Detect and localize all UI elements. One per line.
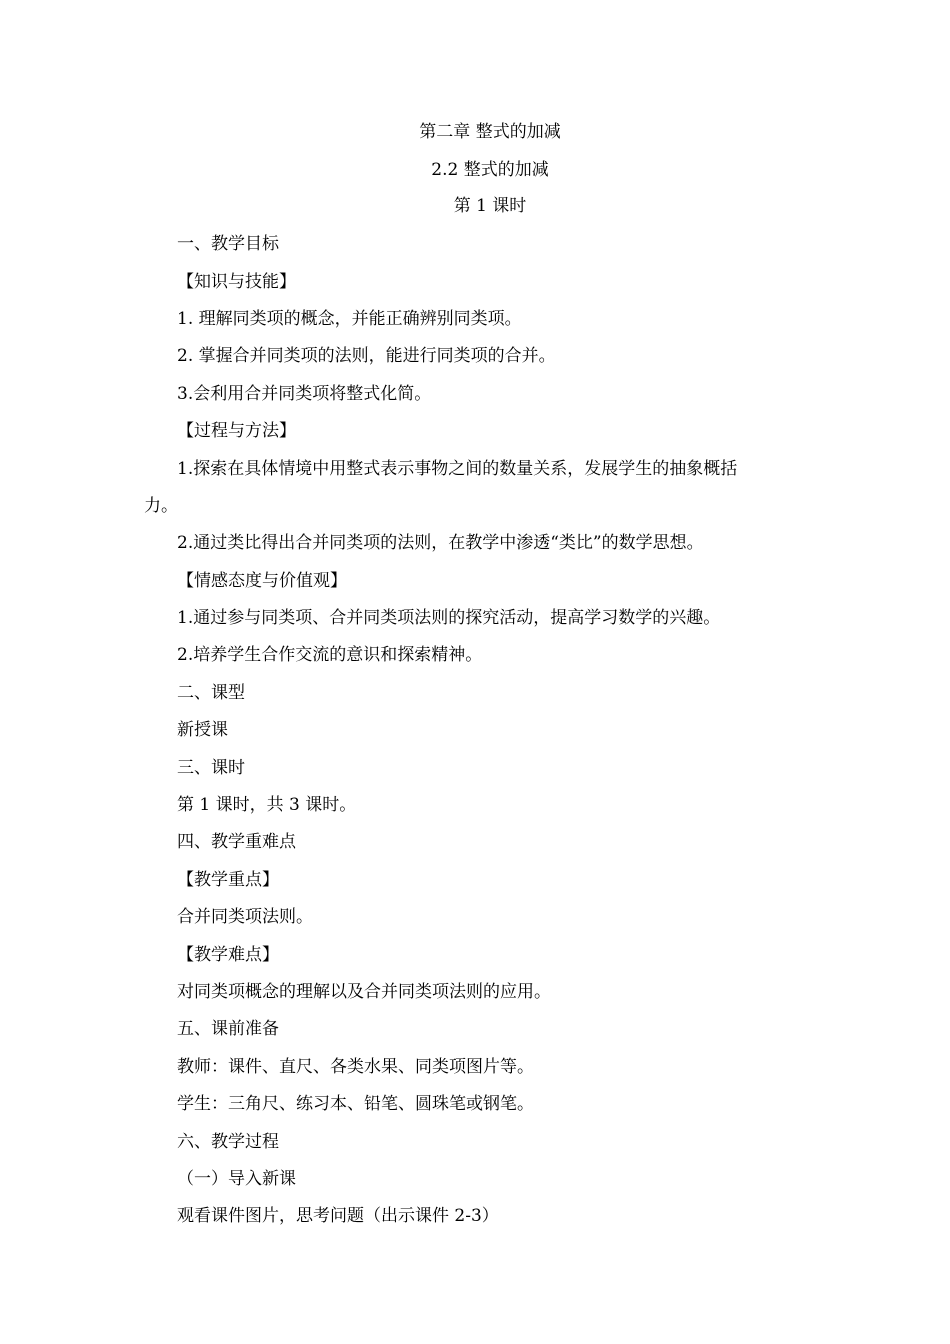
student-preparation: 学生：三角尺、练习本、铅笔、圆珠笔或钢笔。 <box>177 1094 534 1114</box>
subheading-knowledge: 【知识与技能】 <box>177 272 296 292</box>
knowledge-item-2: 2. 掌握合并同类项的法则，能进行同类项的合并。 <box>177 346 556 366</box>
emotion-item-1: 1.通过参与同类项、合并同类项法则的探究活动，提高学习数学的兴趣。 <box>177 608 721 628</box>
difficult-value: 对同类项概念的理解以及合并同类项法则的应用。 <box>177 982 551 1002</box>
teacher-preparation: 教师：课件、直尺、各类水果、同类项图片等。 <box>177 1057 534 1077</box>
heading-preparation: 五、课前准备 <box>177 1019 279 1039</box>
key-value: 合并同类项法则。 <box>177 907 313 927</box>
lesson-type-value: 新授课 <box>177 720 228 740</box>
subheading-emotion: 【情感态度与价值观】 <box>177 571 347 591</box>
heading-lesson-type: 二、课型 <box>177 683 245 703</box>
subheading-process: 【过程与方法】 <box>177 421 296 441</box>
heading-objectives: 一、教学目标 <box>177 234 279 254</box>
subheading-key: 【教学重点】 <box>177 870 279 890</box>
heading-periods: 三、课时 <box>177 758 245 778</box>
periods-value: 第 1 课时，共 3 课时。 <box>177 795 357 815</box>
subheading-difficult: 【教学难点】 <box>177 945 279 965</box>
heading-process: 六、教学过程 <box>177 1132 279 1152</box>
lesson-title: 第 1 课时 <box>453 196 527 216</box>
emotion-item-2: 2.培养学生合作交流的意识和探索精神。 <box>177 645 483 665</box>
introduction-text: 观看课件图片，思考问题（出示课件 2-3） <box>177 1206 499 1226</box>
knowledge-item-1: 1. 理解同类项的概念，并能正确辨别同类项。 <box>177 309 522 329</box>
heading-key-difficult: 四、教学重难点 <box>177 832 296 852</box>
process-item-1-line2: 力。 <box>144 496 178 516</box>
process-item-1-line1: 1.探索在具体情境中用整式表示事物之间的数量关系，发展学生的抽象概括 <box>177 459 738 479</box>
section-title: 2.2 整式的加减 <box>431 160 549 180</box>
chapter-title: 第二章 整式的加减 <box>419 122 561 142</box>
subheading-introduction: （一）导入新课 <box>177 1169 296 1189</box>
process-item-2: 2.通过类比得出合并同类项的法则，在教学中渗透“类比”的数学思想。 <box>177 533 704 553</box>
knowledge-item-3: 3.会利用合并同类项将整式化简。 <box>177 384 432 404</box>
